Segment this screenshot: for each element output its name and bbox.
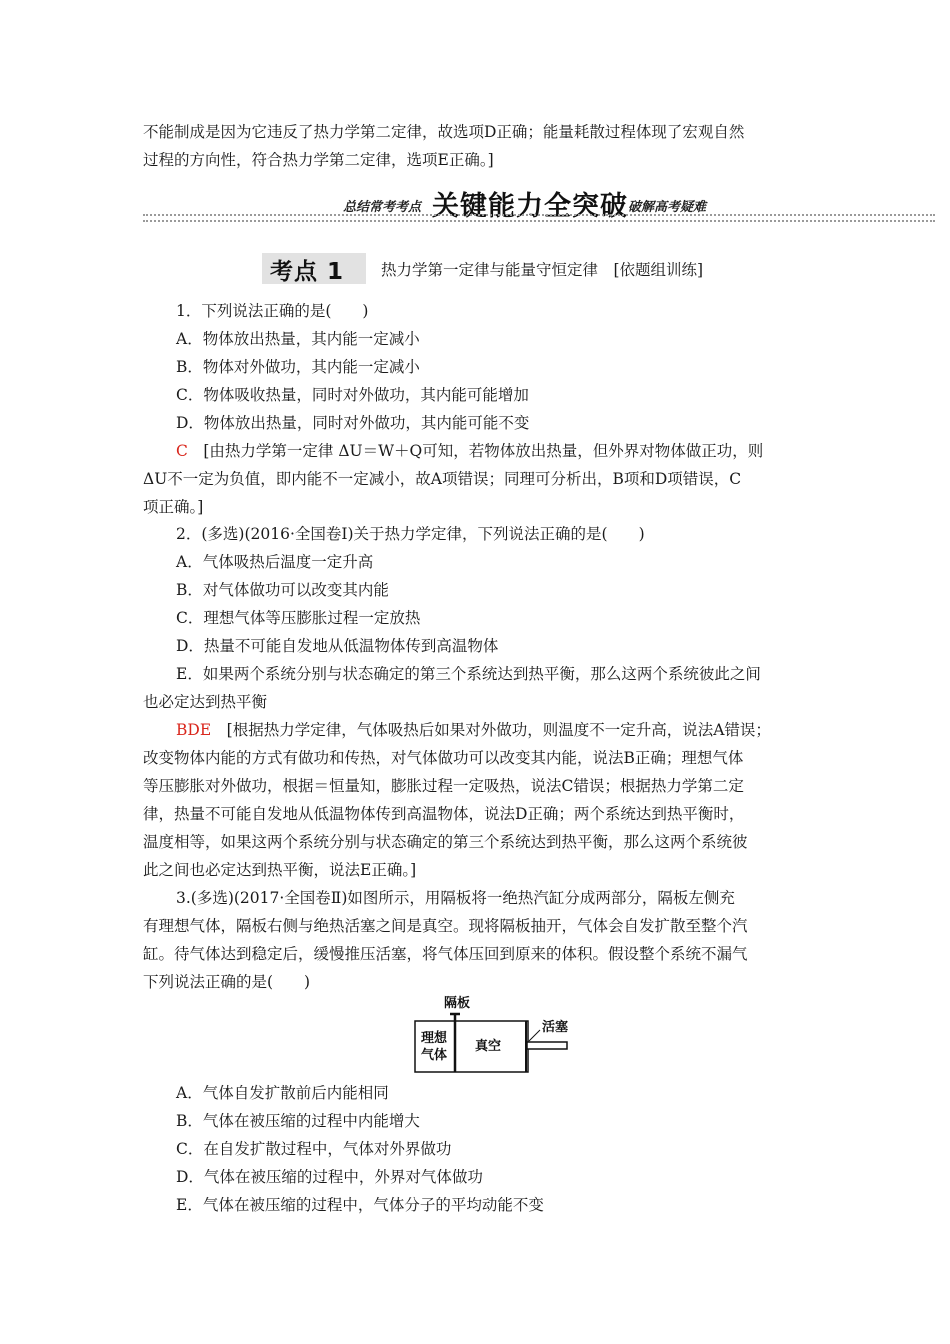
kaodian-title: 热力学第一定律与能量守恒定律 [依题组训练] [381, 261, 704, 279]
banner-left-text: 总结常考考点 [343, 200, 422, 215]
banner-divider [143, 214, 935, 216]
q3-option-d: D．气体在被压缩的过程中，外界对气体做功 [176, 1168, 483, 1186]
q2-explanation-line-3: 等压膨胀对外做功，根据＝恒量知，膨胀过程一定吸热，说法C错误；根据热力学第二定 [143, 777, 744, 795]
q1-stem: 1．下列说法正确的是( ) [176, 302, 369, 320]
q1-explanation-line-3: 项正确。] [143, 498, 204, 516]
q2-option-e: E．如果两个系统分别与状态确定的第三个系统达到热平衡，那么这两个系统彼此之间 [176, 665, 761, 683]
q2-option-b: B．对气体做功可以改变其内能 [176, 581, 389, 599]
q1-option-d: D．物体放出热量，同时对外做功，其内能可能不变 [176, 414, 530, 432]
q2-explanation-line-5: 温度相等，如果这两个系统分别与状态确定的第三个系统达到热平衡，那么这两个系统彼 [143, 833, 748, 851]
q3-stem-line-3: 缸。待气体达到稳定后，缓慢推压活塞，将气体压回到原来的体积。假设整个系统不漏气 [143, 945, 748, 963]
q3-stem-line-2: 有理想气体，隔板右侧与绝热活塞之间是真空。现将隔板抽开，气体会自发扩散至整个汽 [143, 917, 748, 935]
q2-option-c: C．理想气体等压膨胀过程一定放热 [176, 609, 421, 627]
q3-option-b: B．气体在被压缩的过程中内能增大 [176, 1112, 420, 1130]
q2-option-a: A．气体吸热后温度一定升高 [176, 553, 374, 571]
banner-right-text: 破解高考疑难 [628, 200, 707, 215]
q3-option-c: C．在自发扩散过程中，气体对外界做功 [176, 1140, 452, 1158]
q2-answer: BDE [176, 721, 212, 739]
q2-explanation-line-4: 律，热量不可能自发地从低温物体传到高温物体，说法D正确；两个系统达到热平衡时， [143, 805, 745, 823]
intro-line-2: 过程的方向性，符合热力学第二定律，选项E正确。] [143, 151, 494, 169]
q2-explanation-line-2: 改变物体内能的方式有做功和传热，对气体做功可以改变其内能，说法B正确；理想气体 [143, 749, 744, 767]
cylinder-diagram [410, 996, 575, 1076]
q3-stem-line-4: 下列说法正确的是( ) [143, 973, 311, 991]
q1-option-a: A．物体放出热量，其内能一定减小 [176, 330, 420, 348]
intro-line-1: 不能制成是因为它违反了热力学第二定律，故选项D正确；能量耗散过程体现了宏观自然 [143, 123, 745, 141]
q1-answer: C [176, 442, 188, 460]
banner-title: 关键能力全突破 [432, 191, 628, 222]
q2-explanation-line-6: 此之间也必定达到热平衡，说法E正确。] [143, 861, 417, 879]
gas-label-line-2: 气体 [421, 1048, 448, 1063]
banner-divider-2 [143, 220, 935, 222]
partition-label: 隔板 [444, 996, 471, 1011]
q3-option-e: E．气体在被压缩的过程中，气体分子的平均动能不变 [176, 1196, 544, 1214]
q1-explanation-line-1 [176, 441, 763, 461]
q1-option-c: C．物体吸收热量，同时对外做功，其内能可能增加 [176, 386, 529, 404]
piston-rod [527, 1042, 567, 1049]
piston-label: 活塞 [542, 1020, 569, 1035]
q2-explanation-line-1 [176, 720, 771, 740]
piston-leader-line [529, 1030, 540, 1041]
q1-explanation-line-2: ΔU不一定为负值，即内能不一定减小，故A项错误；同理可分析出，B项和D项错误，C [143, 470, 742, 488]
kaodian-label: 考点 1 [270, 259, 345, 285]
q3-option-a: A．气体自发扩散前后内能相同 [176, 1084, 389, 1102]
vacuum-label: 真空 [475, 1039, 502, 1054]
q2-option-d: D．热量不可能自发地从低温物体传到高温物体 [176, 637, 499, 655]
q3-stem-line-1: 3.(多选)(2017·全国卷Ⅱ)如图所示，用隔板将一绝热汽缸分成两部分，隔板左侧充 [176, 889, 735, 907]
q2-explanation-text: [根据热力学定律，气体吸热后如果对外做功，则温度不一定升高，说法A错误； [211, 721, 771, 739]
q2-option-e-cont: 也必定达到热平衡 [143, 693, 268, 711]
gas-label-line-1: 理想 [421, 1031, 448, 1046]
q1-explanation-text: [由热力学第一定律 ΔU＝W＋Q可知，若物体放出热量，但外界对物体做正功，则 [187, 442, 764, 460]
q2-stem: 2．(多选)(2016·全国卷Ⅰ)关于热力学定律，下列说法正确的是( ) [176, 525, 645, 543]
q1-option-b: B．物体对外做功，其内能一定减小 [176, 358, 420, 376]
